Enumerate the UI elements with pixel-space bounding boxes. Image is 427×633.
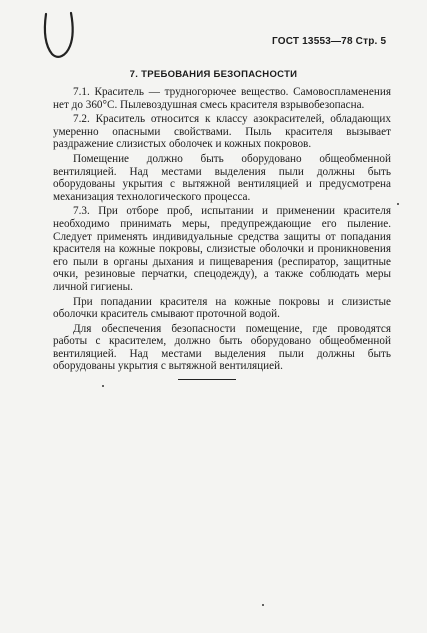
handwritten-mark	[40, 10, 80, 62]
scan-speck	[102, 385, 104, 387]
paragraph-7-3: 7.3. При отборе проб, испытании и применении красителя необходимо принимать меры, предупреждающие его пыление. Следует применять индивидуальные средства защиты от попадания красителя на кожные покровы, слизистые оболочки и проникновения его пыли в органы дыхания и пищеварения (респиратор, защитные очки, резиновые перчатки, спецодежду), а также соблюдать меры личной гигиены.	[53, 205, 391, 293]
paragraph-safety-room: Для обеспечения безопасности помещение, где проводятся работы с красителем, должно быть оборудовано общеобменной вентиляцией. Над местами выделения пыли должны быть оборудованы укрытия с вытяжной вентиляцией.	[53, 322, 391, 373]
paragraph-skin-contact: При попадании красителя на кожные покровы и слизистые оболочки краситель смывают проточной водой.	[53, 295, 391, 321]
paragraph-7-1: 7.1. Краситель — трудногорючее вещество. Самовоспламенения нет до 360°С. Пылевоздушная смесь красителя взрывобезопасна.	[53, 86, 391, 111]
scan-speck	[262, 604, 264, 606]
paragraph-ventilation: Помещение должно быть оборудовано общеобменной вентиляцией. Над местами выделения пыли должны быть оборудованы укрытия с вытяжной вентиляцией и предусмотрена механизация технологического процесса.	[53, 152, 391, 203]
page-header-standard-ref: ГОСТ 13553—78 Стр. 5	[272, 36, 387, 47]
section-body	[53, 86, 391, 375]
section-title: 7. ТРЕБОВАНИЯ БЕЗОПАСНОСТИ	[129, 69, 298, 80]
section-end-divider	[178, 379, 236, 380]
scan-speck	[397, 203, 399, 205]
paragraph-7-2: 7.2. Краситель относится к классу азокрасителей, обладающих умеренно опасными свойствами. Пыль красителя вызывает раздражение слизистых оболочек и кожных покровов.	[53, 113, 391, 151]
